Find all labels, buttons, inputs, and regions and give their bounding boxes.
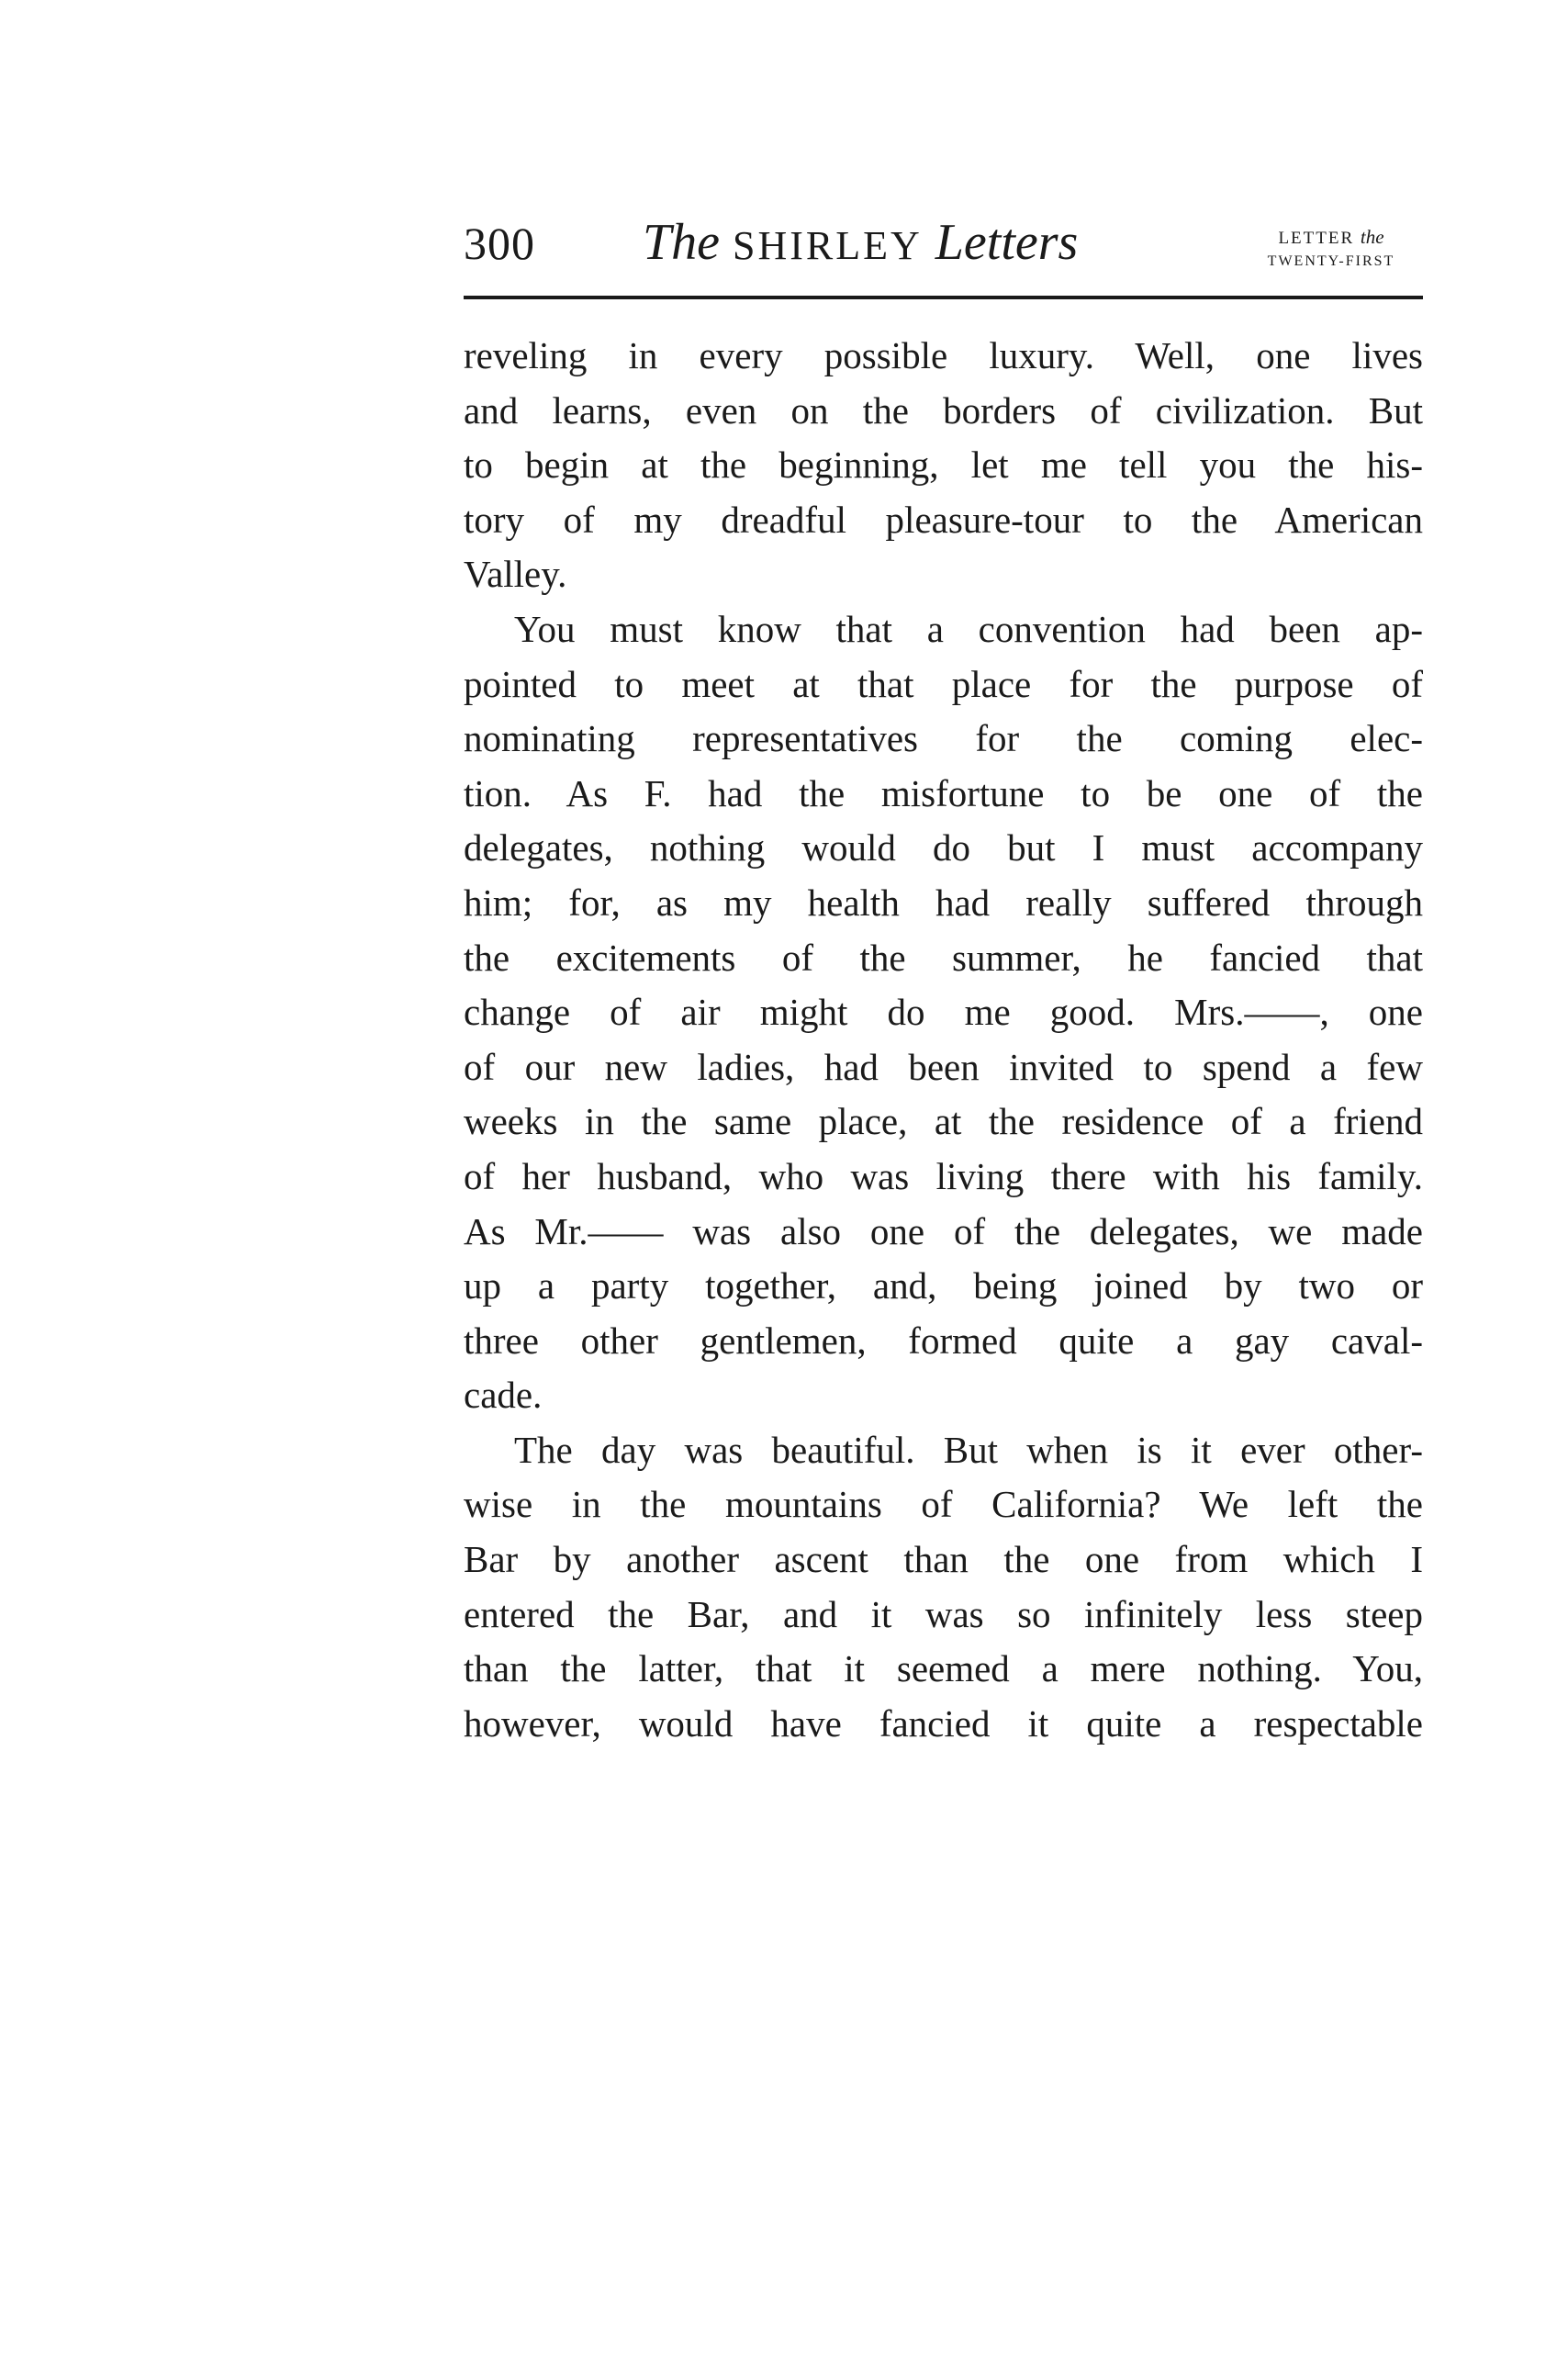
text-line: the excitements of the summer, he fancied that — [464, 936, 1423, 979]
text-line: Bar by another ascent than the one from which I — [464, 1538, 1423, 1581]
text-line: and learns, even on the borders of civilization. But — [464, 388, 1423, 432]
text-line: weeks in the same place, at the residence of a friend — [464, 1100, 1423, 1143]
text-line: of her husband, who was living there with his family. — [464, 1154, 1423, 1197]
header-rule — [464, 296, 1423, 299]
text-line: of our new ladies, had been invited to spend a few — [464, 1045, 1423, 1088]
text-line: pointed to meet at that place for the purpose of — [464, 662, 1423, 705]
text-line: however, would have fancied it quite a respectable — [464, 1701, 1423, 1745]
title-shirley: SHIRLEY — [733, 223, 923, 268]
text-line: entered the Bar, and it was so infinitely less steep — [464, 1592, 1423, 1635]
text-line: up a party together, and, being joined by two or — [464, 1264, 1423, 1308]
letter-tag — [1239, 226, 1423, 273]
letter-tag-top — [1239, 226, 1423, 250]
text-line: You must know that a convention had been ap- — [514, 607, 1423, 650]
text-line: Valley. — [464, 553, 567, 596]
text-line: The day was beautiful. But when is it ever other- — [514, 1428, 1423, 1471]
text-line: delegates, nothing would do but I must accompany — [464, 826, 1423, 870]
text-line: nominating representatives for the coming elec- — [464, 717, 1423, 760]
letter-tag-the: the — [1360, 226, 1384, 248]
letter-tag-number: TWENTY-FIRST — [1267, 253, 1395, 269]
title-the: The — [643, 214, 720, 271]
text-line: wise in the mountains of California? We left the — [464, 1483, 1423, 1526]
text-line: reveling in every possible luxury. Well, one lives — [464, 334, 1423, 376]
text-line: to begin at the beginning, let me tell you the his- — [464, 443, 1423, 487]
text-line: tory of my dreadful pleasure-tour to the American — [464, 498, 1423, 541]
body-text — [464, 329, 1423, 1751]
page-number: 300 — [464, 218, 535, 269]
running-head — [464, 213, 1423, 296]
text-line: three other gentlemen, formed quite a gay caval- — [464, 1319, 1423, 1362]
title-letters: Letters — [935, 214, 1079, 271]
text-line: change of air might do me good. Mrs.——, one — [464, 991, 1423, 1034]
text-line: him; for, as my health had really suffered through — [464, 881, 1423, 924]
text-line: As Mr.—— was also one of the delegates, we made — [464, 1209, 1423, 1252]
book-title — [643, 213, 1078, 272]
text-line: cade. — [464, 1374, 543, 1417]
text-line: than the latter, that it seemed a mere nothing. You, — [464, 1647, 1423, 1690]
letter-tag-letter: LETTER — [1278, 229, 1355, 248]
text-line: tion. As F. had the misfortune to be one of the — [464, 771, 1423, 814]
